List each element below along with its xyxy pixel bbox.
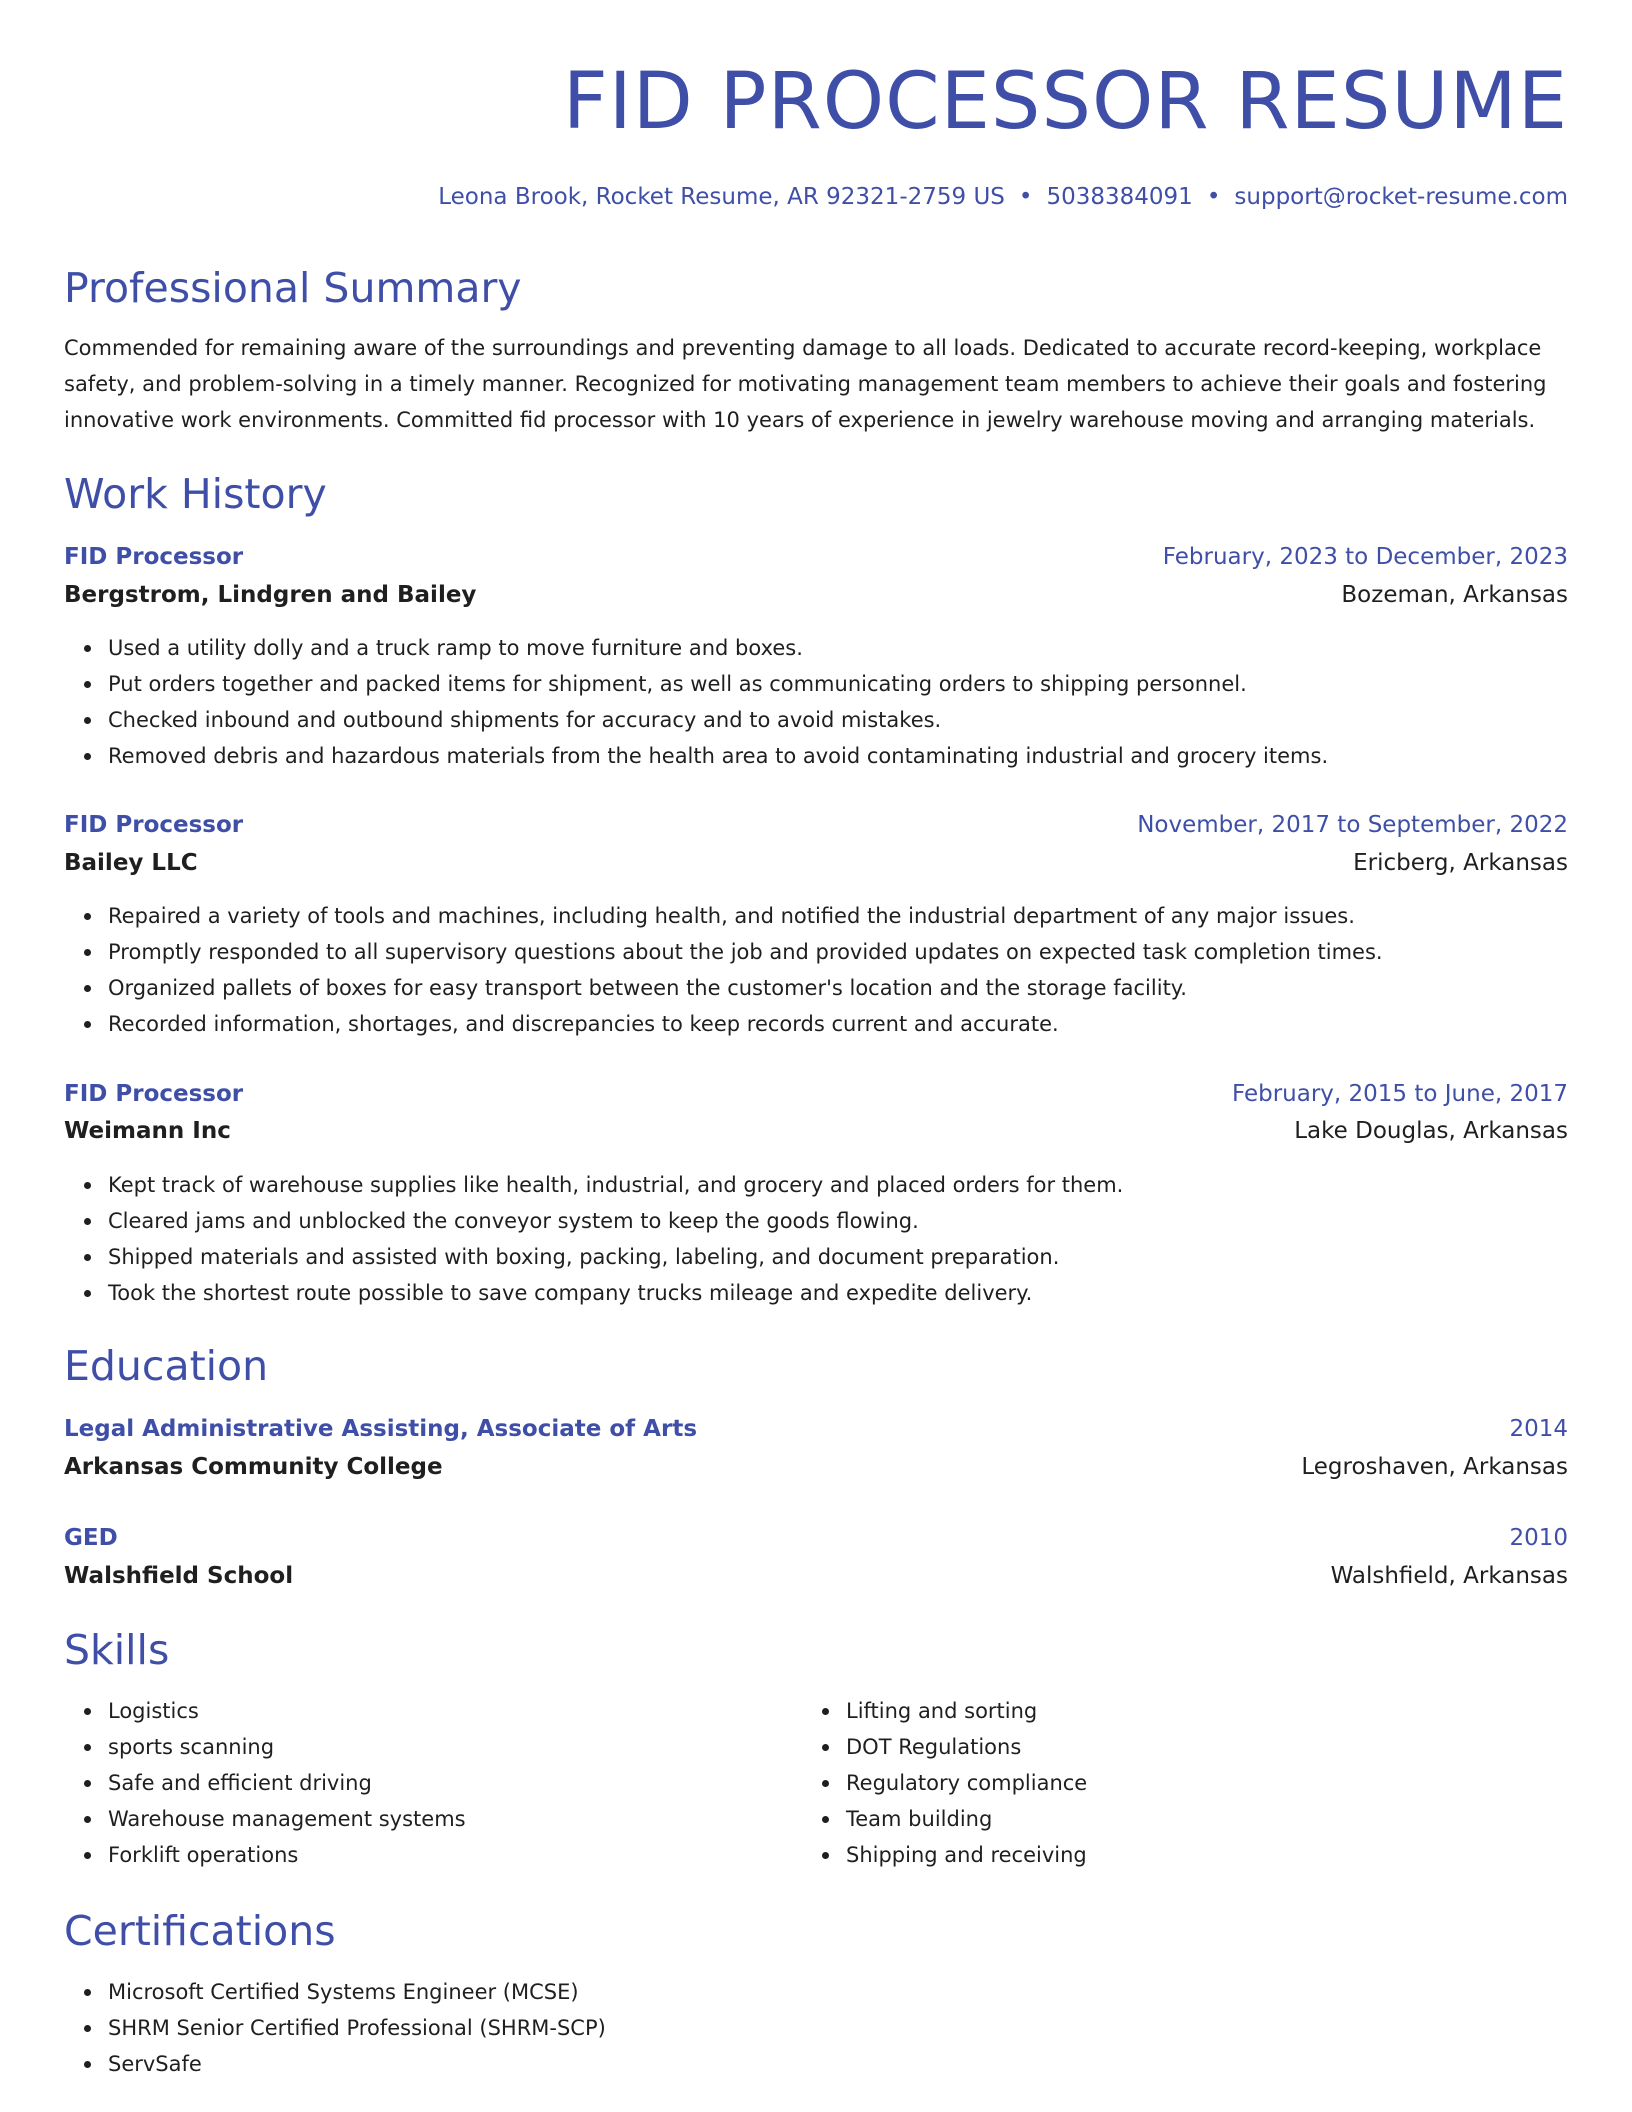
education-school-row — [64, 1559, 1568, 1593]
contact-address: Leona Brook, Rocket Resume, AR 92321-2759 US — [438, 184, 1005, 210]
job-title: FID Processor — [64, 544, 244, 570]
education-year: 2010 — [1509, 1525, 1568, 1551]
job-company: Weimann Inc — [64, 1118, 231, 1144]
summary-text: Commended for remaining aware of the surroundings and preventing damage to all loads. Dedicated to accurate record-keeping, workplace safety, and problem-solving in a timely manner. Recognized for motivating management team members to achieve their goals and fostering innovative work environments. Committed fid processor with 10 years of experience in jewelry warehouse moving and arranging materials. — [64, 336, 1547, 432]
skill-item: Shipping and receiving — [846, 1837, 1087, 1873]
education-school-row — [64, 1450, 1568, 1484]
skill-item: Regulatory compliance — [846, 1765, 1087, 1801]
job-bullets — [64, 898, 1383, 1042]
contact-line — [438, 180, 1568, 214]
list-item: Took the shortest route possible to save company trucks mileage and expedite delivery. — [108, 1275, 1123, 1311]
job-dates: November, 2017 to September, 2022 — [1137, 812, 1568, 838]
contact-separator: • — [1206, 184, 1221, 210]
job-title: FID Processor — [64, 812, 244, 838]
certification-item: ServSafe — [108, 2046, 606, 2082]
education-location: Walshfield, Arkansas — [1330, 1563, 1568, 1589]
certification-item: Microsoft Certified Systems Engineer (MCSE) — [108, 1974, 606, 2010]
education-location: Legroshaven, Arkansas — [1301, 1454, 1568, 1480]
list-item: Promptly responded to all supervisory questions about the job and provided updates on expected task completion times. — [108, 934, 1383, 970]
job-title: FID Processor — [64, 1081, 244, 1107]
job-header-row — [64, 808, 1568, 842]
skills-list-left — [64, 1693, 466, 1873]
contact-email: support@rocket-resume.com — [1234, 184, 1568, 210]
job-location: Lake Douglas, Arkansas — [1294, 1118, 1568, 1144]
list-item: Removed debris and hazardous materials from the health area to avoid contaminating industrial and grocery items. — [108, 738, 1328, 774]
education-school: Arkansas Community College — [64, 1454, 443, 1480]
list-item: Recorded information, shortages, and discrepancies to keep records current and accurate. — [108, 1006, 1383, 1042]
skill-item: Logistics — [108, 1693, 466, 1729]
job-company-row — [64, 1114, 1568, 1148]
list-item: Kept track of warehouse supplies like health, industrial, and grocery and placed orders for them. — [108, 1167, 1123, 1203]
list-item: Shipped materials and assisted with boxing, packing, labeling, and document preparation. — [108, 1239, 1123, 1275]
education-heading: Education — [64, 1342, 269, 1390]
education-year: 2014 — [1509, 1416, 1568, 1442]
resume-title: FID PROCESSOR RESUME — [562, 57, 1568, 147]
certifications-heading: Certifications — [64, 1907, 336, 1955]
job-company: Bergstrom, Lindgren and Bailey — [64, 582, 477, 608]
job-dates: February, 2015 to June, 2017 — [1231, 1081, 1568, 1107]
skills-heading: Skills — [64, 1626, 170, 1674]
education-header-row — [64, 1521, 1568, 1555]
list-item: Organized pallets of boxes for easy transport between the customer's location and the storage facility. — [108, 970, 1383, 1006]
skills-list-right — [802, 1693, 1087, 1873]
skill-item: DOT Regulations — [846, 1729, 1087, 1765]
job-header-row — [64, 1077, 1568, 1111]
contact-separator: • — [1018, 184, 1033, 210]
education-header-row — [64, 1412, 1568, 1446]
job-company: Bailey LLC — [64, 850, 198, 876]
list-item: Repaired a variety of tools and machines, including health, and notified the industrial department of any major issues. — [108, 898, 1383, 934]
job-dates: February, 2023 to December, 2023 — [1162, 544, 1568, 570]
list-item: Put orders together and packed items for shipment, as well as communicating orders to shipping personnel. — [108, 666, 1328, 702]
job-location: Ericberg, Arkansas — [1353, 850, 1568, 876]
work-history-heading: Work History — [64, 470, 327, 518]
job-bullets — [64, 1167, 1123, 1311]
skill-item: sports scanning — [108, 1729, 466, 1765]
skill-item: Lifting and sorting — [846, 1693, 1087, 1729]
list-item: Checked inbound and outbound shipments for accuracy and to avoid mistakes. — [108, 702, 1328, 738]
skill-item: Forklift operations — [108, 1837, 466, 1873]
job-location: Bozeman, Arkansas — [1341, 582, 1568, 608]
list-item: Cleared jams and unblocked the conveyor system to keep the goods flowing. — [108, 1203, 1123, 1239]
certification-item: SHRM Senior Certified Professional (SHRM-SCP) — [108, 2010, 606, 2046]
certifications-list — [64, 1974, 606, 2082]
skill-item: Safe and efficient driving — [108, 1765, 466, 1801]
education-school: Walshfield School — [64, 1563, 294, 1589]
education-degree: Legal Administrative Assisting, Associate of Arts — [64, 1416, 698, 1442]
skill-item: Team building — [846, 1801, 1087, 1837]
list-item: Used a utility dolly and a truck ramp to move furniture and boxes. — [108, 630, 1328, 666]
job-bullets — [64, 630, 1328, 774]
contact-phone: 5038384091 — [1046, 184, 1193, 210]
job-company-row — [64, 578, 1568, 612]
job-header-row — [64, 540, 1568, 574]
education-degree: GED — [64, 1525, 118, 1551]
job-company-row — [64, 846, 1568, 880]
summary-heading: Professional Summary — [64, 264, 522, 312]
skill-item: Warehouse management systems — [108, 1801, 466, 1837]
